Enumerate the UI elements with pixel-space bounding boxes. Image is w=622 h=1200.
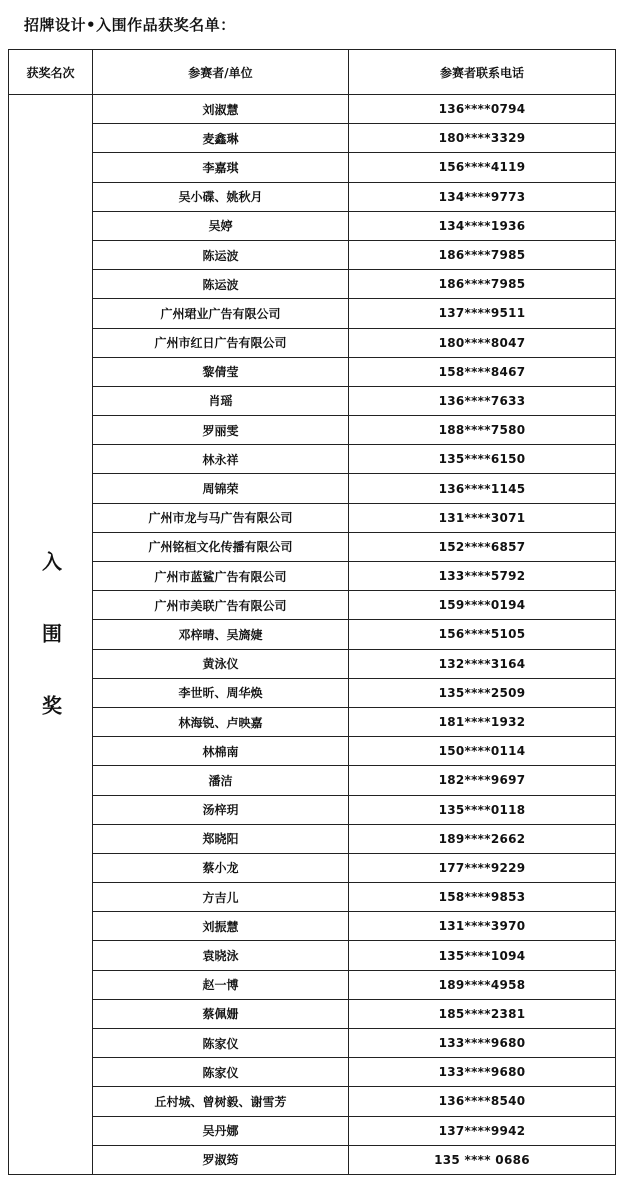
participant-phone: 132****3164 <box>349 649 616 678</box>
participant-phone: 189****4958 <box>349 970 616 999</box>
table-row <box>9 357 616 386</box>
participant-phone: 185****2381 <box>349 999 616 1028</box>
table-row <box>9 386 616 415</box>
participant-name: 罗丽雯 <box>93 416 349 445</box>
table-row <box>9 416 616 445</box>
table-row <box>9 270 616 299</box>
participant-phone: 135****1094 <box>349 941 616 970</box>
participant-phone: 135****2509 <box>349 678 616 707</box>
participant-name: 陈运波 <box>93 270 349 299</box>
participant-name: 潘洁 <box>93 766 349 795</box>
table-row <box>9 941 616 970</box>
participant-phone: 156****5105 <box>349 620 616 649</box>
participant-name: 周锦荣 <box>93 474 349 503</box>
participant-phone: 137****9511 <box>349 299 616 328</box>
participant-name: 吴小碟、姚秋月 <box>93 182 349 211</box>
participant-phone: 180****8047 <box>349 328 616 357</box>
participant-phone: 188****7580 <box>349 416 616 445</box>
participant-phone: 133****5792 <box>349 562 616 591</box>
participant-phone: 150****0114 <box>349 737 616 766</box>
table-row <box>9 211 616 240</box>
table-row <box>9 737 616 766</box>
participant-phone: 182****9697 <box>349 766 616 795</box>
participant-phone: 134****1936 <box>349 211 616 240</box>
participant-phone: 135 **** 0686 <box>349 1145 616 1174</box>
participant-phone: 131****3071 <box>349 503 616 532</box>
participant-name: 广州市美联广告有限公司 <box>93 591 349 620</box>
participant-phone: 136****7633 <box>349 386 616 415</box>
participant-name: 汤梓玥 <box>93 795 349 824</box>
table-row <box>9 766 616 795</box>
participant-name: 黄泳仪 <box>93 649 349 678</box>
table-row <box>9 970 616 999</box>
participant-phone: 131****3970 <box>349 912 616 941</box>
table-row <box>9 853 616 882</box>
table-row <box>9 182 616 211</box>
award-list-table <box>8 49 616 1175</box>
table-row <box>9 240 616 269</box>
table-row <box>9 678 616 707</box>
participant-name: 郑晓阳 <box>93 824 349 853</box>
table-row <box>9 562 616 591</box>
table-row <box>9 707 616 736</box>
participant-phone: 152****6857 <box>349 532 616 561</box>
table-row <box>9 795 616 824</box>
table-row <box>9 503 616 532</box>
participant-name: 陈运波 <box>93 240 349 269</box>
table-header-row <box>9 50 616 95</box>
participant-phone: 136****1145 <box>349 474 616 503</box>
participant-phone: 180****3329 <box>349 124 616 153</box>
table-row <box>9 474 616 503</box>
participant-name: 广州珺业广告有限公司 <box>93 299 349 328</box>
participant-phone: 177****9229 <box>349 853 616 882</box>
participant-phone: 159****0194 <box>349 591 616 620</box>
participant-name: 丘村城、曾树毅、谢雪芳 <box>93 1087 349 1116</box>
participant-phone: 181****1932 <box>349 707 616 736</box>
participant-name: 吴婷 <box>93 211 349 240</box>
table-row <box>9 649 616 678</box>
participant-name: 陈家仪 <box>93 1058 349 1087</box>
participant-name: 林海锐、卢映嘉 <box>93 707 349 736</box>
participant-name: 罗淑筠 <box>93 1145 349 1174</box>
award-category-cell <box>9 95 93 1175</box>
participant-name: 林棉南 <box>93 737 349 766</box>
participant-name: 林永祥 <box>93 445 349 474</box>
participant-phone: 136****8540 <box>349 1087 616 1116</box>
header-rank: 获奖名次 <box>9 50 93 95</box>
participant-phone: 135****0118 <box>349 795 616 824</box>
header-participant: 参赛者/单位 <box>93 50 349 95</box>
participant-phone: 189****2662 <box>349 824 616 853</box>
table-row <box>9 1029 616 1058</box>
participant-name: 肖瑶 <box>93 386 349 415</box>
table-row <box>9 1058 616 1087</box>
participant-name: 蔡小龙 <box>93 853 349 882</box>
participant-name: 赵一博 <box>93 970 349 999</box>
participant-name: 广州铭桓文化传播有限公司 <box>93 532 349 561</box>
table-row <box>9 445 616 474</box>
page-title: 招牌设计•入围作品获奖名单： <box>24 16 236 34</box>
participant-name: 麦鑫琳 <box>93 124 349 153</box>
participant-phone: 156****4119 <box>349 153 616 182</box>
participant-name: 广州市龙与马广告有限公司 <box>93 503 349 532</box>
participant-phone: 133****9680 <box>349 1029 616 1058</box>
participant-name: 吴丹娜 <box>93 1116 349 1145</box>
table-row <box>9 299 616 328</box>
table-row <box>9 153 616 182</box>
table-row <box>9 532 616 561</box>
header-phone: 参赛者联系电话 <box>349 50 616 95</box>
participant-name: 袁晓泳 <box>93 941 349 970</box>
participant-phone: 135****6150 <box>349 445 616 474</box>
award-category-label: 入围奖 <box>38 551 63 768</box>
table-body <box>9 95 616 1175</box>
table-row <box>9 124 616 153</box>
participant-phone: 136****0794 <box>349 95 616 124</box>
table-row <box>9 328 616 357</box>
table-row <box>9 824 616 853</box>
participant-name: 陈家仪 <box>93 1029 349 1058</box>
table-row <box>9 95 616 124</box>
participant-phone: 133****9680 <box>349 1058 616 1087</box>
participant-phone: 137****9942 <box>349 1116 616 1145</box>
participant-name: 蔡佩姗 <box>93 999 349 1028</box>
participant-name: 李世昕、周华焕 <box>93 678 349 707</box>
participant-name: 广州市红日广告有限公司 <box>93 328 349 357</box>
table-row <box>9 1145 616 1174</box>
participant-phone: 158****8467 <box>349 357 616 386</box>
participant-phone: 186****7985 <box>349 240 616 269</box>
participant-name: 邓梓晴、吴旖婕 <box>93 620 349 649</box>
table-row <box>9 620 616 649</box>
participant-name: 刘振慧 <box>93 912 349 941</box>
table-row <box>9 883 616 912</box>
participant-name: 刘淑慧 <box>93 95 349 124</box>
participant-name: 黎倩莹 <box>93 357 349 386</box>
table-row <box>9 591 616 620</box>
table-row <box>9 1087 616 1116</box>
participant-phone: 158****9853 <box>349 883 616 912</box>
participant-name: 广州市蓝鲨广告有限公司 <box>93 562 349 591</box>
participant-phone: 134****9773 <box>349 182 616 211</box>
participant-phone: 186****7985 <box>349 270 616 299</box>
participant-name: 李嘉琪 <box>93 153 349 182</box>
table-row <box>9 912 616 941</box>
table-row <box>9 999 616 1028</box>
table-row <box>9 1116 616 1145</box>
participant-name: 方吉儿 <box>93 883 349 912</box>
